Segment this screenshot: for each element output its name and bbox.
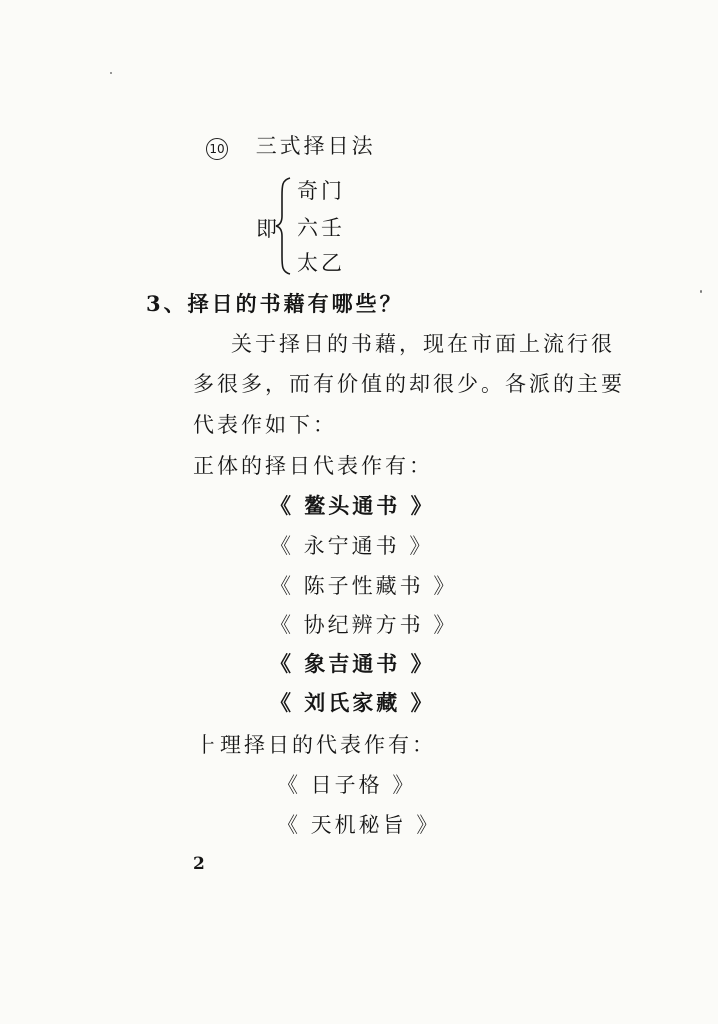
scan-speck [110, 72, 112, 74]
book-title: 《 永宁通书 》 [270, 534, 434, 558]
zhengti-heading: 正体的择日代表作有： [193, 454, 433, 478]
brace-prefix: 即 [256, 217, 280, 241]
page-number: 2 [193, 854, 205, 874]
book-title: 《 象吉通书 》 [270, 651, 435, 676]
paragraph-line-2: 多很多，而有价值的却很少。各派的主要 [193, 372, 625, 396]
book-title: 《 天机秘旨 》 [277, 813, 441, 837]
book-title: 《 刘氏家藏 》 [270, 690, 435, 715]
circled-number: 10 [206, 138, 228, 160]
book-title: 《 陈子性藏书 》 [270, 574, 458, 598]
book-title: 《 协纪辨方书 》 [270, 613, 458, 637]
scan-speck [700, 290, 702, 293]
brace-item-3: 太乙 [297, 251, 345, 275]
question-3: 3、择日的书藉有哪些？ [146, 291, 404, 316]
brace-item-2: 六壬 [297, 216, 345, 240]
left-brace-icon [274, 176, 294, 276]
item-10-line [206, 133, 376, 160]
paragraph-line-3: 代表作如下： [193, 413, 337, 437]
book-title: 《 日子格 》 [277, 773, 417, 797]
brace-item-1: 奇门 [297, 179, 345, 203]
book-title: 《 鳌头通书 》 [270, 493, 435, 518]
item-10-title: 三式择日法 [255, 134, 376, 158]
paragraph-line-1: 关于择日的书藉，现在市面上流行很 [231, 332, 615, 356]
wuli-heading: ⺊理择日的代表作有： [196, 733, 436, 757]
